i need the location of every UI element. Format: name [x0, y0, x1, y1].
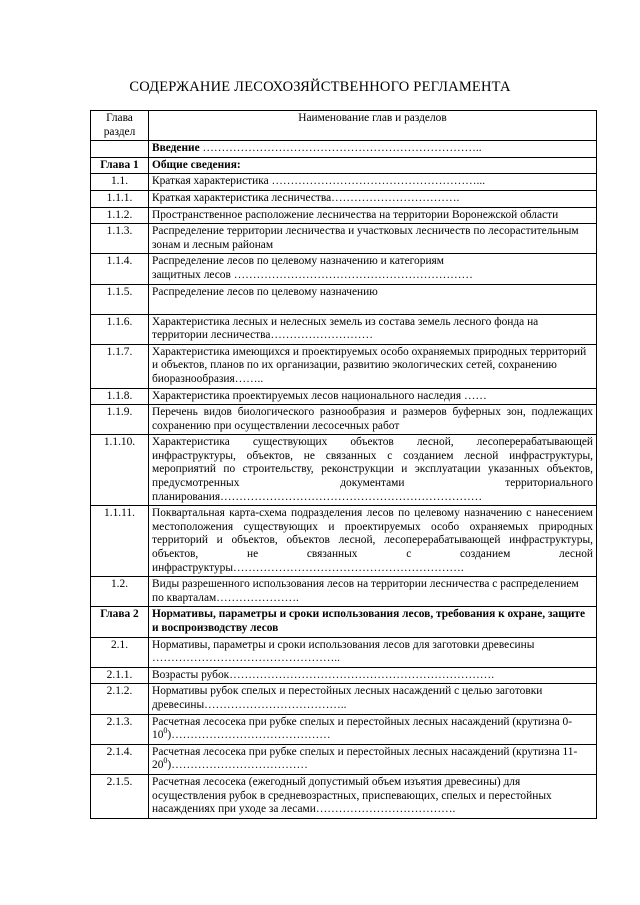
table-row: [91, 667, 597, 684]
table-row: [91, 254, 597, 284]
dot-leader: ………………………………..: [204, 698, 347, 711]
degree-superscript: 0: [163, 756, 168, 766]
table-row: [91, 577, 597, 607]
row-title-text: Распределение лесов по целевому назначению и категориям: [152, 255, 444, 268]
row-number: Глава 2: [91, 607, 149, 637]
row-title: [149, 174, 597, 191]
dot-leader: ……………………………………………………………: [220, 490, 483, 503]
table-row: [91, 405, 597, 435]
row-title-text: Краткая характеристика: [152, 175, 269, 188]
dot-leader: …………………………………………………….: [233, 561, 464, 574]
row-number: 1.2.: [91, 577, 149, 607]
dot-leader: ………………………………………………...: [268, 175, 486, 188]
row-number: 2.1.4.: [91, 744, 149, 774]
row-title: Перечень видов биологического разнообразия и размеров буферных зон, подлежащих сохранению при осуществлении лесосечных работ: [149, 405, 597, 435]
row-title: [149, 388, 597, 405]
row-title: Нормативы, параметры и сроки использования лесов, требования к охране, защите и воспроизводству лесов: [149, 607, 597, 637]
row-title: Пространственное расположение лесничества на территории Воронежской области: [149, 207, 597, 224]
row-title-text: Введение: [152, 142, 200, 155]
row-number: 2.1.2.: [91, 684, 149, 714]
table-row: [91, 190, 597, 207]
dot-leader: ………………………………: [171, 759, 308, 772]
row-title: [149, 774, 597, 818]
header-chapter-label: Глава: [106, 112, 133, 124]
table-header-row: [91, 111, 597, 141]
row-title: [149, 667, 597, 684]
table-row: [91, 141, 597, 158]
row-number: 1.1.2.: [91, 207, 149, 224]
row-title-text: Виды разрешенного использования лесов на территории лесничества с распределением по кварталам: [152, 578, 579, 604]
table-row: [91, 314, 597, 344]
row-number: 2.1.: [91, 637, 149, 667]
row-number: 1.1.7.: [91, 344, 149, 388]
row-number: 1.1.3.: [91, 224, 149, 254]
table-row: [91, 174, 597, 191]
row-number: 1.1.: [91, 174, 149, 191]
header-section-label: раздел: [103, 125, 136, 138]
row-number: [91, 141, 149, 158]
header-chapter-cell: [91, 111, 149, 141]
row-title-tail: ): [167, 729, 172, 742]
row-title: Общие сведения:: [149, 157, 597, 174]
table-row: [91, 637, 597, 667]
contents-table: [90, 110, 597, 819]
row-number: 1.1.11.: [91, 506, 149, 577]
table-row: [91, 774, 597, 818]
row-title-text: Расчетная лесосека при рубке спелых и перестойных лесных насаждений (крутизна 11-20: [152, 745, 578, 772]
dot-leader: ……………………………………: [171, 729, 331, 742]
row-number: 2.1.1.: [91, 667, 149, 684]
table-row: [91, 224, 597, 254]
row-title-text: Нормативы, параметры и сроки использования лесов для заготовки древесины: [152, 638, 535, 651]
dot-leader: …………………………………………..: [152, 652, 340, 665]
row-number: 1.1.1.: [91, 190, 149, 207]
dot-leader: ………………….: [216, 591, 299, 604]
dot-leader: ……: [461, 389, 487, 402]
row-title: [149, 190, 597, 207]
row-title: Распределение лесов по целевому назначению: [149, 284, 597, 314]
row-title: [149, 344, 597, 388]
row-title-text: Краткая характеристика лесничества: [152, 191, 332, 204]
row-title: [149, 577, 597, 607]
dot-leader: ………………………………………………………: [230, 268, 473, 281]
row-title: [149, 141, 597, 158]
dot-leader: …………………………….: [331, 191, 460, 204]
row-number: 1.1.9.: [91, 405, 149, 435]
table-row: [91, 714, 597, 744]
row-title-text: Характеристика существующих объектов лесной, лесоперерабатывающей инфраструктуры, объектов, не связанных с созданием лесной инфраструктуры, мероприятий по строительству, реконструкции и эксплуатации указанных объектов, предусмотренных документами территориального планирования: [152, 436, 593, 503]
row-title: [149, 314, 597, 344]
table-row: [91, 344, 597, 388]
page-title: СОДЕРЖАНИЕ ЛЕСОХОЗЯЙСТВЕННОГО РЕГЛАМЕНТА: [129, 79, 511, 95]
table-row: [91, 207, 597, 224]
row-title: [149, 637, 597, 667]
dot-leader: ………………………………………………………………..: [199, 142, 482, 155]
row-title: [149, 435, 597, 506]
table-row: [91, 284, 597, 314]
row-title-tail: ): [167, 759, 172, 772]
row-title: [149, 684, 597, 714]
dot-leader: ………………………: [270, 329, 373, 342]
row-number: 1.1.4.: [91, 254, 149, 284]
table-row: [91, 684, 597, 714]
row-number: 2.1.5.: [91, 774, 149, 818]
table-row: [91, 388, 597, 405]
row-title-line2: защитных лесов: [152, 268, 231, 281]
row-number: 1.1.5.: [91, 284, 149, 314]
degree-superscript: 0: [163, 726, 168, 736]
row-number: 1.1.6.: [91, 314, 149, 344]
table-row: [91, 435, 597, 506]
row-title-text: Характеристика проектируемых лесов национального наследия: [152, 389, 462, 402]
row-title: Распределение территории лесничества и участковых лесничеств по лесорастительным зонам и лесным районам: [149, 224, 597, 254]
row-title-text: Расчетная лесосека (ежегодный допустимый объем изъятия древесины) для осуществления рубок в средневозрастных, приспевающих, спелых и перестойных насаждениях при уходе за лесами: [152, 775, 552, 816]
dot-leader: ……..: [234, 372, 264, 385]
row-title: [149, 254, 597, 284]
row-number: Глава 1: [91, 157, 149, 174]
row-title: [149, 506, 597, 577]
row-number: 1.1.10.: [91, 435, 149, 506]
row-title-text: Нормативы рубок спелых и перестойных лесных насаждений с целью заготовки древесины: [152, 685, 543, 711]
dot-leader: …………………………………………………………….: [229, 668, 495, 681]
dot-leader: ……………………………….: [315, 803, 456, 816]
table-row: [91, 744, 597, 774]
row-title-text: Характеристика лесных и нелесных земель из состава земель лесного фонда на территории лесничества: [152, 315, 539, 342]
row-number: 2.1.3.: [91, 714, 149, 744]
row-title-text: Поквартальная карта-схема подразделения лесов по целевому назначению с нанесением местоположения существующих и проектируемых особо охраняемых природных территорий и объектов, объектов лесной, лесоперерабатывающей инфраструктуры, объектов, не связанных с созданием лесной инфраструктуры: [152, 507, 593, 574]
row-title: [149, 714, 597, 744]
header-title-cell: Наименование глав и разделов: [149, 111, 597, 141]
row-title-text: Возрасты рубок: [152, 668, 230, 681]
table-row: [91, 607, 597, 637]
row-title-text: Характеристика имеющихся и проектируемых особо охраняемых природных территорий и объектов, планов по их организации, развитию экологических сетей, сохранению биоразнообразия: [152, 345, 587, 385]
row-title-text: Расчетная лесосека при рубке спелых и перестойных лесных насаждений (крутизна 0-10: [152, 715, 573, 742]
row-title: [149, 744, 597, 774]
row-number: 1.1.8.: [91, 388, 149, 405]
table-row: [91, 157, 597, 174]
table-row: [91, 506, 597, 577]
